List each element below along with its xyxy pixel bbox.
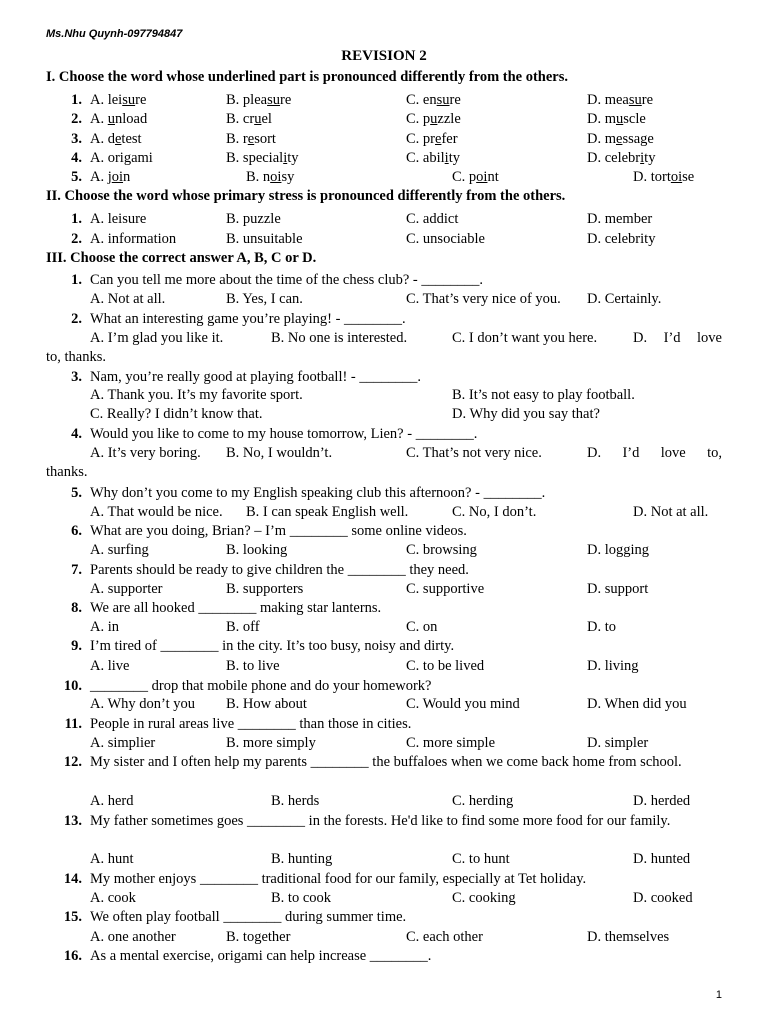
option-text: C. abil bbox=[406, 150, 445, 166]
option-text: D. celebr bbox=[587, 150, 641, 166]
option-c: C. unsociable bbox=[406, 231, 485, 247]
option-a: A. I’m glad you like it. bbox=[90, 330, 224, 346]
option-text: A. ori bbox=[90, 150, 124, 166]
option-d: D. herded bbox=[633, 793, 691, 809]
option-b: B. It’s not easy to play football. bbox=[452, 387, 635, 403]
option-a: A. Why don’t you bbox=[90, 696, 195, 712]
option-text: nt bbox=[487, 169, 499, 185]
option-text: scle bbox=[623, 111, 646, 127]
option-text: B. plea bbox=[226, 92, 268, 108]
option-a: A. It’s very boring. bbox=[90, 445, 201, 461]
option-d: D. to bbox=[587, 619, 616, 635]
underlined-part: su bbox=[267, 92, 280, 108]
option-b: B. Yes, I can. bbox=[226, 291, 303, 307]
option-text: ty bbox=[287, 150, 299, 166]
option-c: C. addict bbox=[406, 211, 459, 227]
option-b: B. herds bbox=[271, 793, 320, 809]
question-number: 3. bbox=[71, 131, 82, 147]
option-c: C. That’s not very nice. bbox=[406, 445, 542, 461]
option-d-word: I’d bbox=[622, 445, 640, 461]
question-number: 2. bbox=[71, 311, 82, 327]
question-stem: ________ drop that mobile phone and do your homework? bbox=[90, 678, 432, 694]
option-text: C. p bbox=[452, 169, 477, 185]
question-number: 13. bbox=[63, 813, 82, 829]
option-a: A. Thank you. It’s my favorite sport. bbox=[90, 387, 303, 403]
question-stem: As a mental exercise, origami can help increase ________. bbox=[90, 948, 432, 964]
question-number: 1. bbox=[71, 92, 82, 108]
option-d: D. support bbox=[587, 581, 649, 597]
option-b: B. to live bbox=[226, 658, 280, 674]
question-number: 5. bbox=[71, 169, 82, 185]
question-number: 2. bbox=[71, 111, 82, 127]
question-number: 8. bbox=[71, 600, 82, 616]
underlined-part: u bbox=[430, 111, 438, 127]
option-b: B. supporters bbox=[226, 581, 304, 597]
option-b: B. to cook bbox=[271, 890, 332, 906]
option-a bbox=[90, 130, 142, 149]
underlined-part: i bbox=[283, 150, 288, 166]
option-text: zzle bbox=[437, 111, 461, 127]
option-text: re bbox=[135, 92, 147, 108]
underlined-part: i bbox=[444, 150, 449, 166]
option-text: C. pr bbox=[406, 131, 435, 147]
page-title: REVISION 2 bbox=[341, 48, 427, 64]
option-text: se bbox=[682, 169, 695, 185]
underlined-part: oi bbox=[270, 169, 282, 185]
option-d: D. Not at all. bbox=[633, 504, 709, 520]
option-text: el bbox=[261, 111, 272, 127]
option-b bbox=[226, 149, 299, 168]
option-a: A. herd bbox=[90, 793, 134, 809]
option-text: re bbox=[279, 92, 292, 108]
option-b: B. together bbox=[226, 929, 291, 945]
option-d bbox=[633, 168, 694, 187]
option-d-word: love bbox=[660, 445, 686, 461]
option-c: C. on bbox=[406, 619, 438, 635]
option-text: sort bbox=[254, 131, 276, 147]
option-a: A. simplier bbox=[90, 735, 156, 751]
question-stem: What an interesting game you’re playing! - ________. bbox=[90, 311, 406, 327]
option-d bbox=[587, 130, 654, 149]
question-stem: My sister and I often help my parents ________ the buffaloes when we come back home from school. bbox=[90, 754, 682, 770]
option-text: B. n bbox=[246, 169, 271, 185]
option-a: A. supporter bbox=[90, 581, 163, 597]
underlined-part: su bbox=[628, 92, 642, 108]
section-heading-1: I. Choose the word whose underlined part is pronounced differently from the others. bbox=[46, 69, 569, 85]
option-c: C. Would you mind bbox=[406, 696, 520, 712]
section-heading-2: II. Choose the word whose primary stress is pronounced differently from the others. bbox=[46, 188, 566, 204]
option-b bbox=[226, 130, 276, 149]
option-c bbox=[406, 130, 458, 149]
option-c bbox=[406, 91, 461, 110]
question-stem: People in rural areas live ________ than those in cities. bbox=[90, 716, 412, 732]
option-c: C. No, I don’t. bbox=[452, 504, 537, 520]
option-text: C. en bbox=[406, 92, 437, 108]
option-d-word: I’d bbox=[663, 330, 681, 346]
option-b: B. How about bbox=[226, 696, 307, 712]
underlined-part: oi bbox=[670, 169, 683, 185]
question-stem: My father sometimes goes ________ in the forests. He'd like to find some more food for our family. bbox=[90, 813, 671, 829]
option-c: C. to be lived bbox=[406, 658, 485, 674]
option-text: ty bbox=[644, 150, 656, 166]
option-c bbox=[452, 168, 499, 187]
option-d-word: D. bbox=[587, 445, 602, 461]
question-number: 11. bbox=[64, 716, 82, 732]
option-c: C. herding bbox=[452, 793, 514, 809]
option-text: fer bbox=[441, 131, 458, 147]
question-number: 1. bbox=[71, 272, 82, 288]
question-number: 14. bbox=[63, 871, 82, 887]
option-b: B. more simply bbox=[226, 735, 316, 751]
option-a: A. live bbox=[90, 658, 130, 674]
option-c: C. supportive bbox=[406, 581, 485, 597]
option-d: D. Why did you say that? bbox=[452, 406, 600, 422]
option-text: D. mea bbox=[587, 92, 629, 108]
option-d: D. celebrity bbox=[587, 231, 656, 247]
underlined-part: e bbox=[435, 131, 442, 147]
underlined-part: e bbox=[247, 131, 255, 147]
option-text: A. j bbox=[90, 169, 112, 185]
question-number: 6. bbox=[71, 523, 82, 539]
option-d: D. When did you bbox=[587, 696, 687, 712]
option-c bbox=[406, 149, 460, 168]
question-stem: Can you tell me more about the time of the chess club? - ________. bbox=[90, 272, 484, 288]
option-d: D. themselves bbox=[587, 929, 670, 945]
question-stem: I’m tired of ________ in the city. It’s too busy, noisy and dirty. bbox=[90, 638, 455, 654]
option-a: A. information bbox=[90, 231, 177, 247]
option-text: B. r bbox=[226, 131, 248, 147]
option-d bbox=[587, 444, 722, 463]
underlined-part: e bbox=[114, 131, 122, 147]
option-d-continuation: to, thanks. bbox=[46, 349, 107, 365]
question-stem: What are you doing, Brian? – I’m ________ some online videos. bbox=[90, 523, 467, 539]
question-number: 4. bbox=[71, 150, 82, 166]
option-a: A. in bbox=[90, 619, 119, 635]
option-c: C. I don’t want you here. bbox=[452, 330, 598, 346]
option-c: C. Really? I didn’t know that. bbox=[90, 406, 263, 422]
option-a: A. surfing bbox=[90, 542, 149, 558]
underlined-part: oi bbox=[476, 169, 488, 185]
option-text: nload bbox=[114, 111, 148, 127]
question-stem: Nam, you’re really good at playing football! - ________. bbox=[90, 369, 422, 385]
option-c: C. more simple bbox=[406, 735, 496, 751]
option-text: D. tort bbox=[633, 169, 671, 185]
option-text: B. special bbox=[226, 150, 284, 166]
option-text: ty bbox=[448, 150, 460, 166]
question-stem: We are all hooked ________ making star lanterns. bbox=[90, 600, 382, 616]
option-a: A. leisure bbox=[90, 211, 147, 227]
option-d: D. Certainly. bbox=[587, 291, 662, 307]
question-number: 4. bbox=[71, 426, 82, 442]
question-number: 2. bbox=[71, 231, 82, 247]
option-d bbox=[633, 329, 722, 348]
option-c bbox=[406, 110, 461, 129]
underlined-part: u bbox=[616, 111, 624, 127]
option-d bbox=[587, 149, 655, 168]
underlined-part: u bbox=[254, 111, 262, 127]
question-stem: Would you like to come to my house tomorrow, Lien? - ________. bbox=[90, 426, 478, 442]
option-b: B. off bbox=[226, 619, 260, 635]
option-a: A. hunt bbox=[90, 851, 134, 867]
question-stem: Parents should be ready to give children the ________ they need. bbox=[90, 562, 469, 578]
question-number: 9. bbox=[71, 638, 82, 654]
option-c: C. cooking bbox=[452, 890, 516, 906]
question-number: 16. bbox=[63, 948, 82, 964]
option-a: A. That would be nice. bbox=[90, 504, 223, 520]
option-a: A. Not at all. bbox=[90, 291, 166, 307]
option-d bbox=[587, 91, 653, 110]
option-text: A. lei bbox=[90, 92, 123, 108]
option-b: B. No, I wouldn’t. bbox=[226, 445, 333, 461]
option-b bbox=[246, 168, 294, 187]
option-b: B. No one is interested. bbox=[271, 330, 408, 346]
option-text: ssage bbox=[622, 131, 654, 147]
option-c: C. browsing bbox=[406, 542, 477, 558]
option-a: A. one another bbox=[90, 929, 176, 945]
option-text: n bbox=[123, 169, 131, 185]
option-text: C. p bbox=[406, 111, 431, 127]
underlined-part: oi bbox=[111, 169, 124, 185]
option-b bbox=[226, 91, 291, 110]
option-text: re bbox=[641, 92, 654, 108]
option-text: A. bbox=[90, 111, 108, 127]
option-d: D. living bbox=[587, 658, 639, 674]
underlined-part: i bbox=[640, 150, 645, 166]
question-stem: Why don’t you come to my English speaking club this afternoon? - ________. bbox=[90, 485, 546, 501]
underlined-part: e bbox=[616, 131, 623, 147]
option-a bbox=[90, 91, 146, 110]
option-text: re bbox=[449, 92, 461, 108]
question-stem: My mother enjoys ________ traditional food for our family, especially at Tet holiday. bbox=[90, 871, 587, 887]
option-text: B. cr bbox=[226, 111, 255, 127]
option-d bbox=[587, 110, 646, 129]
underlined-part: u bbox=[107, 111, 115, 127]
question-number: 5. bbox=[71, 485, 82, 501]
question-number: 3. bbox=[71, 369, 82, 385]
option-text: A. d bbox=[90, 131, 115, 147]
section-heading-3: III. Choose the correct answer A, B, C or D. bbox=[46, 250, 317, 266]
option-text: ami bbox=[131, 150, 153, 166]
option-text: D. m bbox=[587, 131, 616, 147]
option-a: A. cook bbox=[90, 890, 136, 906]
author-header: Ms.Nhu Quynh-097794847 bbox=[46, 28, 183, 40]
option-d: D. logging bbox=[587, 542, 650, 558]
option-d-word: love bbox=[697, 330, 722, 346]
question-number: 7. bbox=[71, 562, 82, 578]
question-number: 12. bbox=[63, 754, 82, 770]
option-c: C. each other bbox=[406, 929, 483, 945]
option-d-continuation: thanks. bbox=[46, 464, 88, 480]
question-number: 15. bbox=[63, 909, 82, 925]
option-c: C. to hunt bbox=[452, 851, 510, 867]
option-d-word: D. bbox=[633, 330, 648, 346]
option-text: D. m bbox=[587, 111, 616, 127]
option-text: test bbox=[121, 131, 142, 147]
option-b bbox=[226, 110, 272, 129]
option-text: sy bbox=[281, 169, 295, 185]
question-number: 10. bbox=[63, 678, 82, 694]
option-c: C. That’s very nice of you. bbox=[406, 291, 561, 307]
option-a bbox=[90, 110, 147, 129]
option-d: D. member bbox=[587, 211, 653, 227]
option-a bbox=[90, 149, 153, 168]
underlined-part: g bbox=[123, 150, 132, 166]
option-d: D. hunted bbox=[633, 851, 691, 867]
option-b: B. puzzle bbox=[226, 211, 281, 227]
underlined-part: su bbox=[122, 92, 136, 108]
option-d: D. cooked bbox=[633, 890, 693, 906]
option-d-word: to, bbox=[707, 445, 722, 461]
option-d: D. simpler bbox=[587, 735, 649, 751]
option-b: B. hunting bbox=[271, 851, 333, 867]
option-b: B. unsuitable bbox=[226, 231, 303, 247]
question-number: 1. bbox=[71, 211, 82, 227]
question-stem: We often play football ________ during summer time. bbox=[90, 909, 407, 925]
option-b: B. I can speak English well. bbox=[246, 504, 409, 520]
page-number: 1 bbox=[715, 989, 722, 1001]
option-b: B. looking bbox=[226, 542, 288, 558]
underlined-part: su bbox=[436, 92, 450, 108]
option-a bbox=[90, 168, 130, 187]
